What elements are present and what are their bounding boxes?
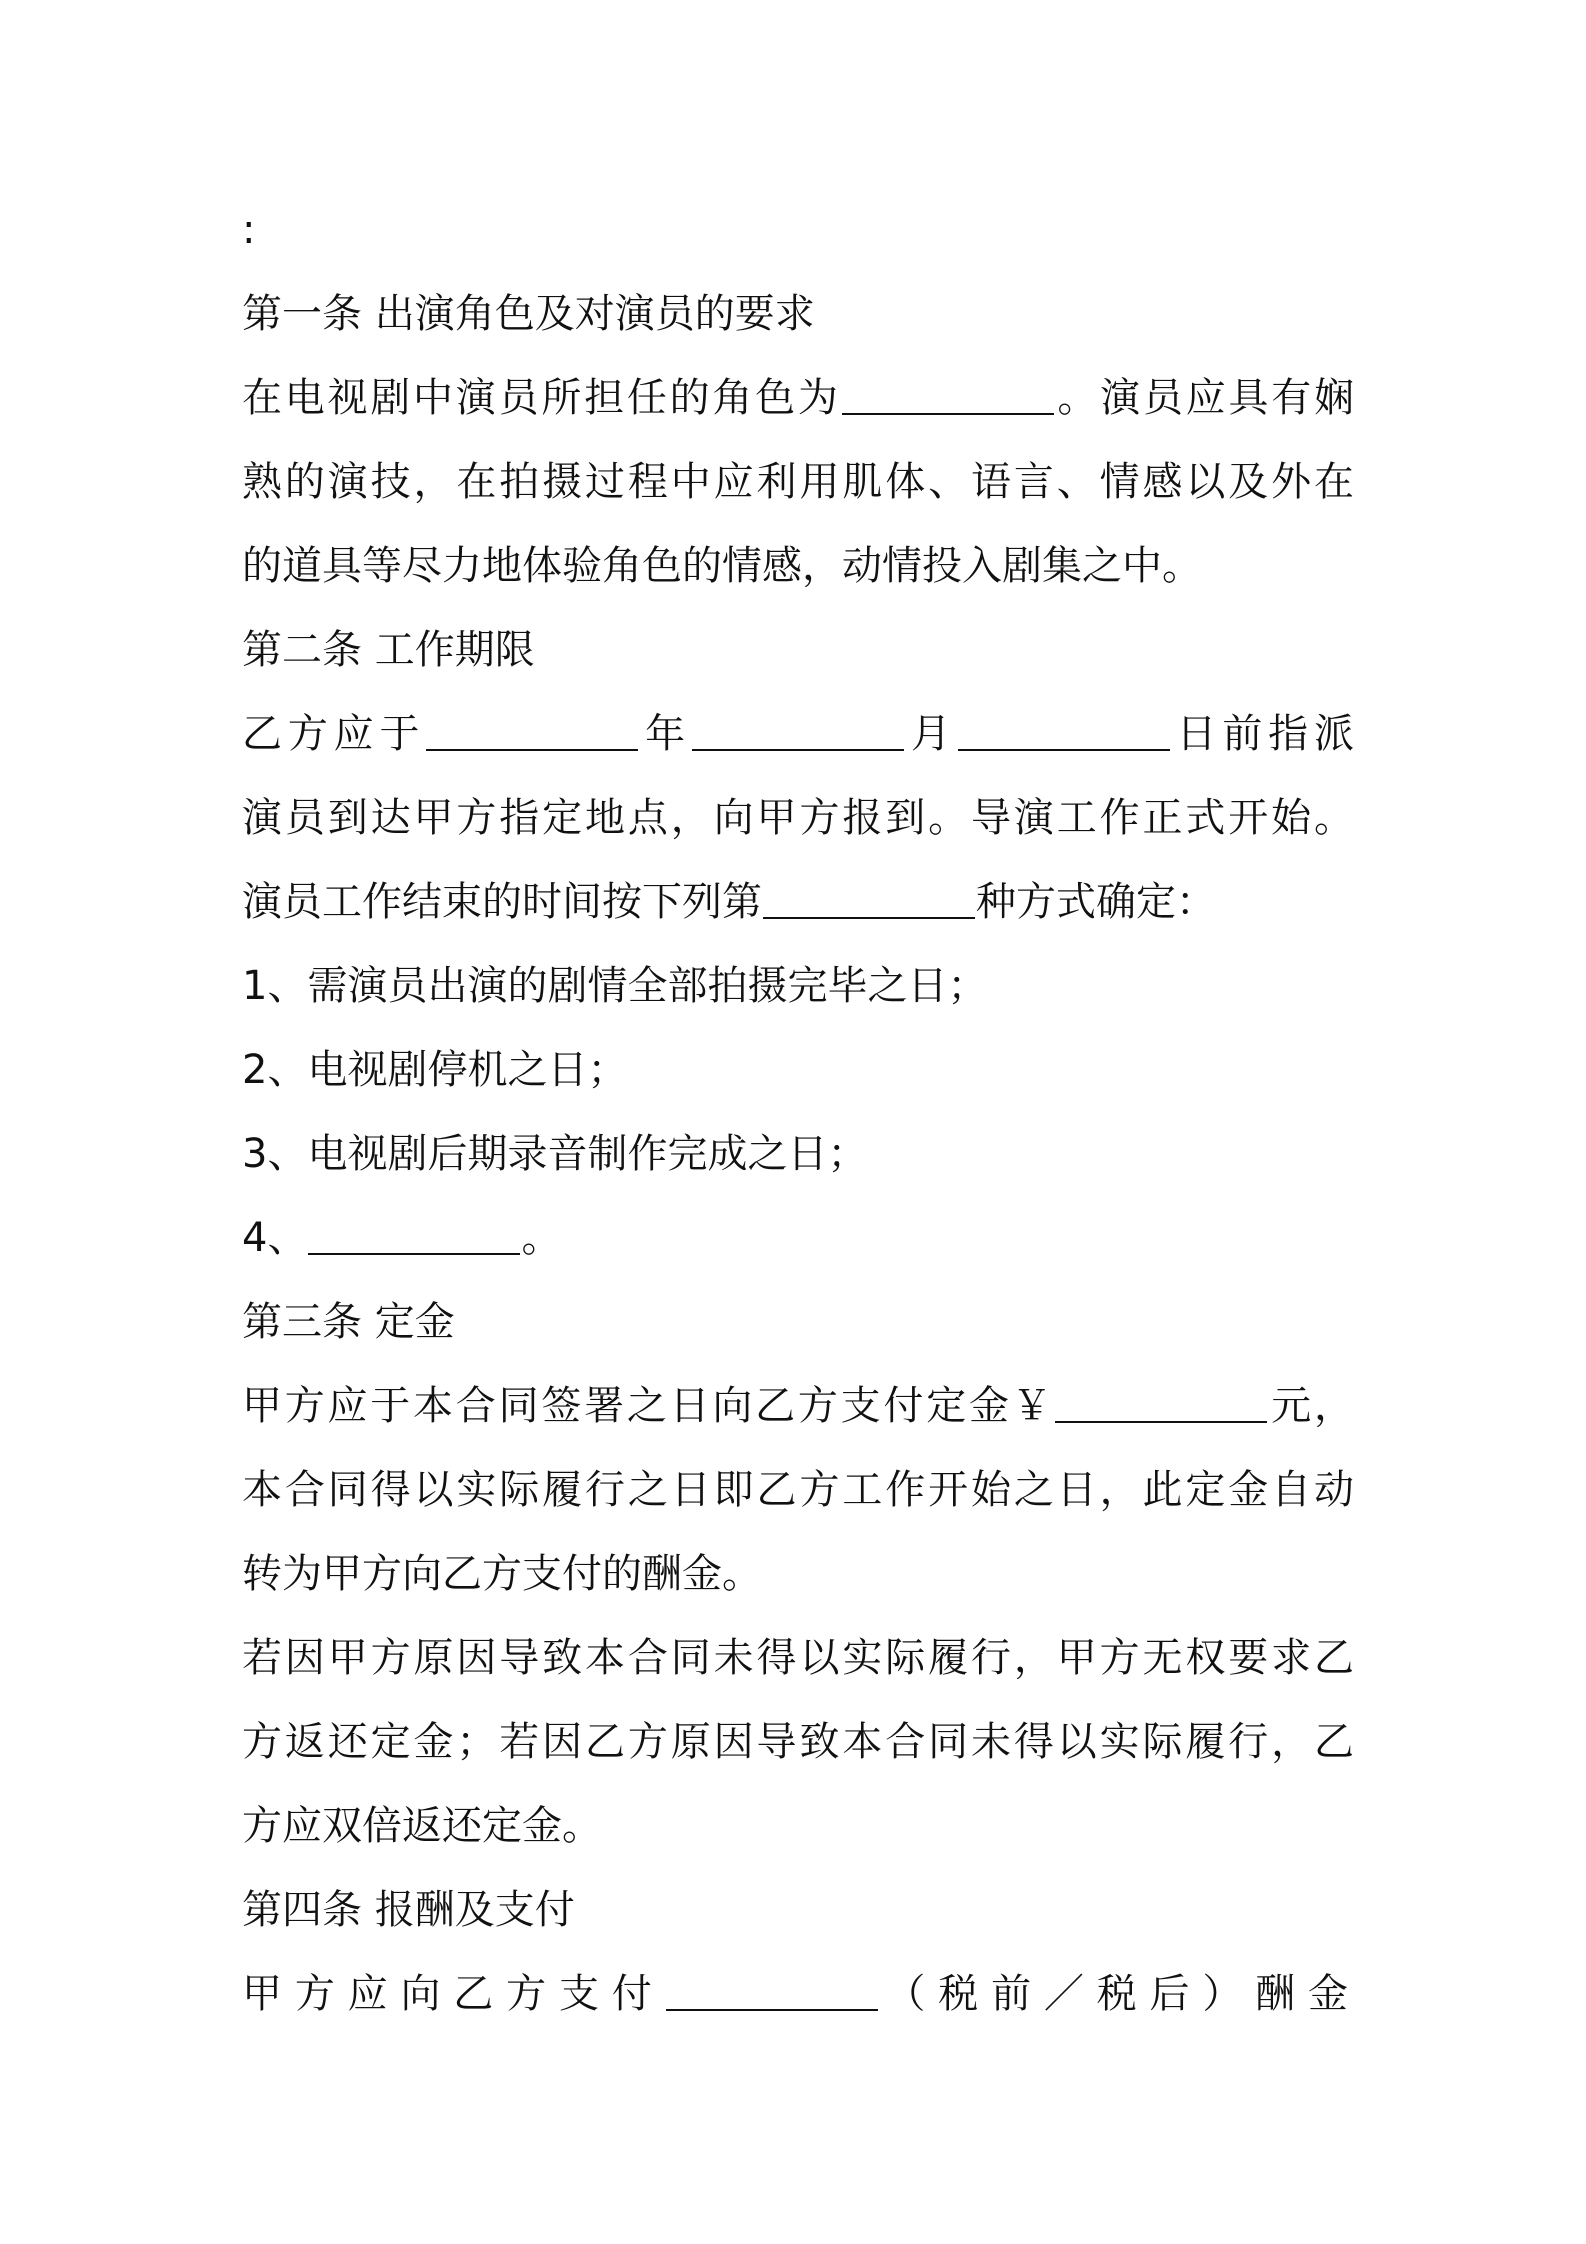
text-segment: 的道具等尽力地体验角色的情感，动情投入剧集之中。 <box>242 543 1202 589</box>
line-art1-title <box>242 272 1354 356</box>
fill-in-blank <box>763 877 975 919</box>
text-segment: 方返还定金；若因乙方原因导致本合同未得以实际履行，乙 <box>242 1719 1354 1765</box>
text-segment: : <box>242 207 256 253</box>
text-segment: 元， <box>1268 1383 1355 1429</box>
fill-in-blank <box>692 709 904 751</box>
text-segment: 3、电视剧后期录音制作完成之日； <box>242 1131 868 1177</box>
fill-in-blank <box>308 1213 520 1255</box>
text-segment: 年 <box>639 711 692 757</box>
line-art3-p6 <box>242 1784 1354 1868</box>
line-art3-title <box>242 1280 1354 1364</box>
text-segment: 在电视剧中演员所担任的角色为 <box>242 375 841 421</box>
fill-in-blank <box>958 709 1170 751</box>
line-art2-item4 <box>242 1196 1354 1280</box>
line-art1-p3 <box>242 524 1354 608</box>
text-segment: 。演员应具有娴 <box>1054 375 1355 421</box>
text-segment: 甲方应向乙方支付 <box>242 1971 665 2017</box>
text-segment: 月 <box>905 711 957 757</box>
text-segment: 2、电视剧停机之日； <box>242 1047 628 1093</box>
fill-in-blank <box>666 1969 878 2011</box>
text-segment: 。 <box>521 1215 562 1261</box>
text-segment: 第二条 工作期限 <box>242 627 535 673</box>
text-segment: 若因甲方原因导致本合同未得以实际履行，甲方无权要求乙 <box>242 1635 1354 1681</box>
line-art3-p2 <box>242 1448 1354 1532</box>
line-art4-title <box>242 1868 1354 1952</box>
fill-in-blank <box>426 709 638 751</box>
contract-text <box>242 188 1354 2036</box>
line-art1-p2 <box>242 440 1354 524</box>
text-segment: （税前／税后）酬金 <box>878 1971 1355 2017</box>
line-art2-item1 <box>242 944 1354 1028</box>
text-segment: 乙方应于 <box>242 711 426 757</box>
line-colon <box>242 188 1354 272</box>
text-segment: 方应双倍返还定金。 <box>242 1803 602 1849</box>
line-art3-p3 <box>242 1532 1354 1616</box>
line-art2-item2 <box>242 1028 1354 1112</box>
line-art3-p4 <box>242 1616 1354 1700</box>
text-segment: 日前指派 <box>1170 711 1355 757</box>
text-segment: 演员到达甲方指定地点，向甲方报到。导演工作正式开始。 <box>242 795 1354 841</box>
text-segment: 第三条 定金 <box>242 1299 455 1345</box>
text-segment: 转为甲方向乙方支付的酬金。 <box>242 1551 762 1597</box>
text-segment: 4、 <box>242 1215 308 1261</box>
line-art2-p1 <box>242 692 1354 776</box>
text-segment: 种方式确定： <box>976 879 1216 925</box>
text-segment: 1、需演员出演的剧情全部拍摄完毕之日； <box>242 963 988 1009</box>
line-art1-p1 <box>242 356 1354 440</box>
fill-in-blank <box>1055 1381 1267 1423</box>
text-segment: 第一条 出演角色及对演员的要求 <box>242 291 815 337</box>
line-art2-p2 <box>242 776 1354 860</box>
text-segment: 第四条 报酬及支付 <box>242 1887 575 1933</box>
text-segment: 演员工作结束的时间按下列第 <box>242 879 762 925</box>
line-art4-p1 <box>242 1952 1354 2036</box>
text-segment: 甲方应于本合同签署之日向乙方支付定金￥ <box>242 1383 1055 1429</box>
line-art2-p3 <box>242 860 1354 944</box>
text-segment: 本合同得以实际履行之日即乙方工作开始之日，此定金自动 <box>242 1467 1354 1513</box>
line-art3-p5 <box>242 1700 1354 1784</box>
line-art2-title <box>242 608 1354 692</box>
line-art2-item3 <box>242 1112 1354 1196</box>
fill-in-blank <box>842 373 1054 415</box>
text-segment: 熟的演技，在拍摄过程中应利用肌体、语言、情感以及外在 <box>242 459 1354 505</box>
line-art3-p1 <box>242 1364 1354 1448</box>
